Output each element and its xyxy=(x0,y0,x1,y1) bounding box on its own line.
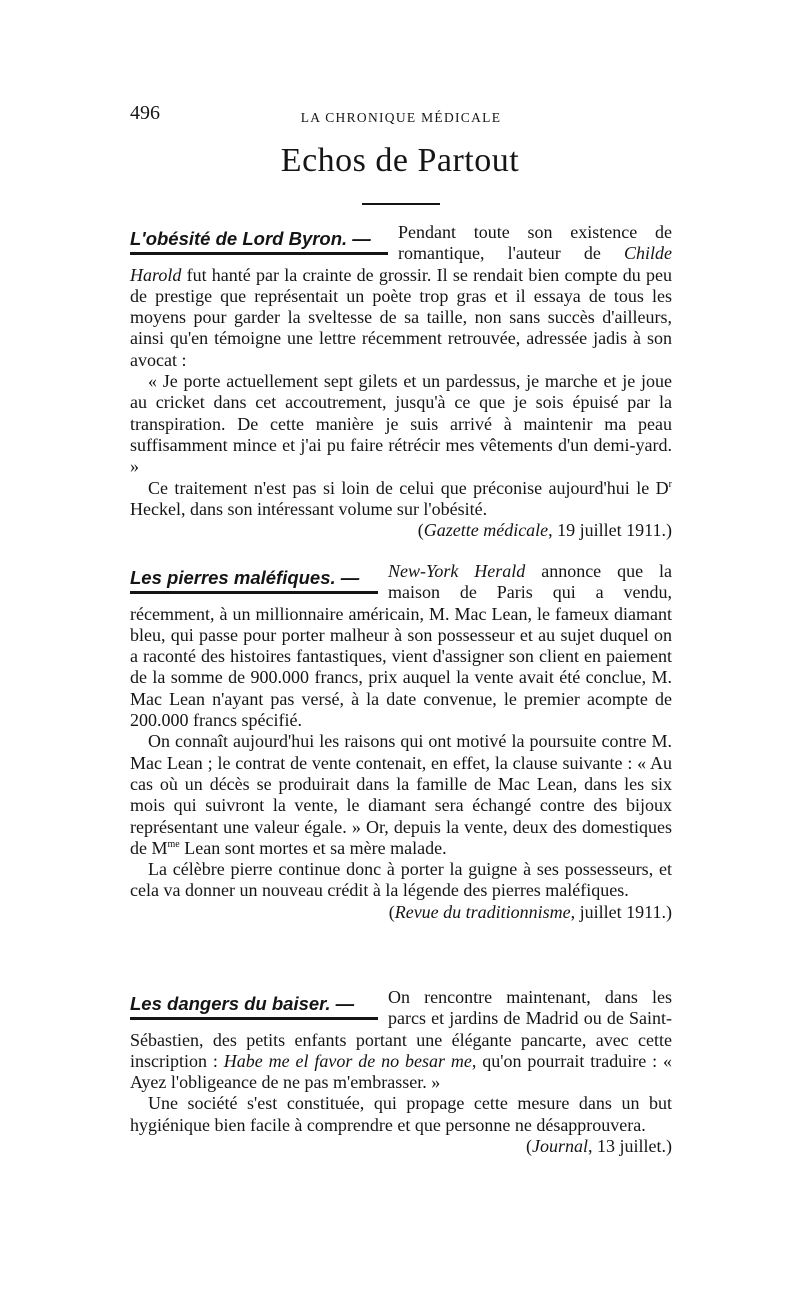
article-heading: L'obésité de Lord Byron. — xyxy=(130,228,388,255)
inscription-text: Habe me el favor de no besar me xyxy=(223,1050,472,1071)
running-head: LA CHRONIQUE MÉDICALE xyxy=(300,110,502,125)
article-paragraph: Une société s'est constituée, qui propage cette mesure dans un but hygiénique bien facile à comprendre et que personne ne désapprouvera. (Journal, 13 juillet.) xyxy=(130,1093,672,1157)
book-title: Childe Harold xyxy=(130,243,672,285)
newspaper-title: New-York Herald xyxy=(388,561,526,581)
article-paragraph: On connaît aujourd'hui les raisons qui ont motivé la poursuite contre M. Mac Lean ; le contrat de vente contenait, en effet, la clause suivante : « Au cas où un décès se produirait dans la famille de Mac Lean, dans les six mois qui suivront la vente, le diamant sera échangé contre des bijoux représentant une valeur égale. » Or, depuis la vente, deux des domestiques de $M^{me}$ Lean sont mortes et sa mère malade. xyxy=(130,731,672,858)
article-heading: Les dangers du baiser. — xyxy=(130,993,378,1020)
section-title: Echos de Partout xyxy=(280,142,520,179)
article-paragraph: La célèbre pierre continue donc à porter la guigne à ses possesseurs, et cela va donner un nouveau crédit à la légende des pierres maléfiques. xyxy=(130,859,672,901)
article-baiser xyxy=(130,987,672,1157)
article-paragraph: Les dangers du baiser. — On rencontre maintenant, dans les parcs et jardins de Madrid ou de Saint-Sébastien, des petits enfants portant une élégante pancarte, avec cette inscription : Habe me el favor de no besar me, qu'on pourrait traduire : « Ayez l'obligeance de ne pas m'embrasser. » xyxy=(130,987,672,1093)
article-source: (Gazette médicale, 19 juillet 1911.) xyxy=(417,520,672,541)
article-pierres xyxy=(130,561,672,923)
page-header xyxy=(130,102,672,132)
article-byron xyxy=(130,222,672,541)
article-paragraph: Les pierres maléfiques. — New-York Herald annonce que la maison de Paris qui a vendu, récemment, à un millionnaire américain, M. Mac Lean, le fameux diamant bleu, qui passe pour porter malheur à son possesseur et au sujet duquel on a raconté des histoires fantastiques, vient d'assigner son client en paiement de la somme de 900.000 francs, prix auquel la vente avait été conclue, M. Mac Lean n'ayant pas versé, à la date convenue, le premier acompte de 200.000 francs spécifié. xyxy=(130,561,673,731)
page-number: 496 xyxy=(130,102,160,124)
article-paragraph: Ce traitement n'est pas si loin de celui que préconise aujourd'hui le $D^r$ Heckel, dans son intéressant volume sur l'obésité. xyxy=(130,477,672,519)
article-paragraph: L'obésité de Lord Byron. — Pendant toute son existence de romantique, l'auteur de Childe Harold fut hanté par la crainte de grossir. Il se rendait bien compte du peu de prestige que représentait un poète trop gras et il essaya de tous les moyens pour garder la sveltesse de sa taille, non sans succès d'ailleurs, ainsi qu'en témoigne une lettre récemment retrouvée, adressée jadis à son avocat : xyxy=(130,222,672,370)
article-source: (Journal, 13 juillet.) xyxy=(526,1136,672,1157)
article-heading: Les pierres maléfiques. — xyxy=(130,567,378,594)
article-source: (Revue du traditionnisme, juillet 1911.) xyxy=(388,901,672,922)
title-divider xyxy=(362,203,440,205)
article-quote: « Je porte actuellement sept gilets et un pardessus, je marche et je joue au cricket dans cet accoutrement, jusqu'à ce que je sois épuisé par la transpiration. De cette manière je suis arrivé à maintenir ma peau suffisamment mince et j'ai pu faire rétrécir mes vêtements d'un demi-yard. » xyxy=(130,371,672,477)
